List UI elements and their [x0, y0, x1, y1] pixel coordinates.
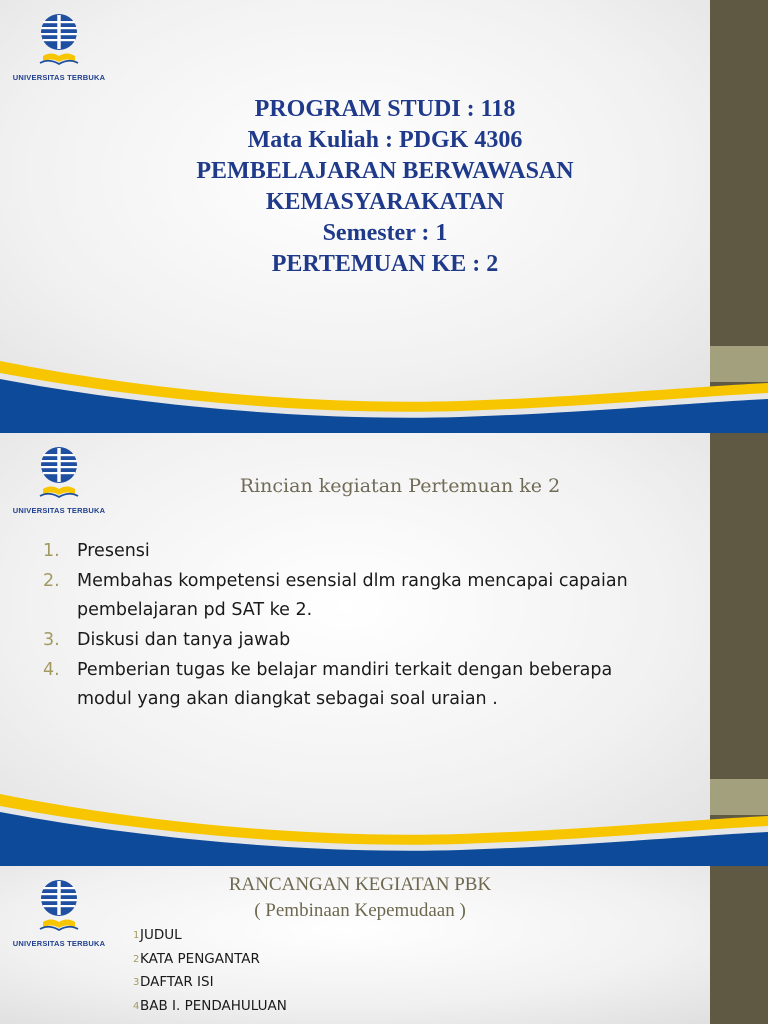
list-number: 4 [133, 1000, 140, 1012]
activity-list [40, 537, 650, 715]
university-name: UNIVERSITAS TERBUKA [12, 939, 106, 948]
university-emblem-icon [35, 878, 83, 936]
list-text: Presensi [77, 541, 150, 561]
university-emblem-icon [35, 12, 83, 70]
list-number: 4. [43, 660, 60, 680]
list-item [40, 656, 650, 714]
university-logo [9, 878, 109, 948]
course-title-block [130, 94, 640, 280]
course-name-line-1: PEMBELAJARAN BERWAWASAN [196, 158, 574, 184]
university-emblem-icon [35, 445, 83, 503]
list-item [40, 626, 650, 655]
list-text: DAFTAR ISI [140, 974, 214, 990]
list-item [133, 971, 287, 995]
slide-sidebar [710, 866, 768, 1024]
university-name: UNIVERSITAS TERBUKA [12, 73, 106, 82]
slide-wave-band [0, 343, 768, 433]
heading-line-2: ( Pembinaan Kepemudaan ) [254, 900, 466, 921]
slide-3 [0, 866, 768, 1024]
list-text: Membahas kompetensi esensial dlm rangka mencapai capaian pembelajaran pd SAT ke 2. [77, 571, 628, 620]
list-text: Diskusi dan tanya jawab [77, 630, 291, 650]
list-item [40, 567, 650, 625]
list-number: 3. [43, 630, 60, 650]
list-item [133, 995, 287, 1019]
list-number: 1 [133, 930, 140, 941]
slide-heading [150, 872, 570, 924]
list-item [40, 537, 650, 566]
slide-2 [0, 433, 768, 866]
university-logo [9, 12, 109, 82]
list-number: 2. [43, 571, 60, 591]
course-line: Mata Kuliah : PDGK 4306 [247, 127, 523, 153]
list-item [133, 948, 287, 972]
slide-heading: Rincian kegiatan Pertemuan ke 2 [239, 475, 561, 497]
outline-list [133, 924, 287, 1018]
semester-line: Semester : 1 [322, 220, 448, 246]
meeting-line: PERTEMUAN KE : 2 [271, 251, 499, 277]
list-number: 2 [133, 953, 140, 965]
list-number: 1. [43, 541, 60, 561]
list-text: BAB I. PENDAHULUAN [140, 997, 287, 1014]
list-item [133, 924, 287, 948]
course-name-line-2: KEMASYARAKATAN [265, 189, 505, 215]
slide-1 [0, 0, 768, 433]
university-logo [9, 445, 109, 515]
list-text: Pemberian tugas ke belajar mandiri terkait dengan beberapa modul yang akan diangkat sebagai soal uraian . [77, 660, 613, 709]
heading-line-1: RANCANGAN KEGIATAN PBK [228, 874, 492, 895]
slide-wave-band [0, 776, 768, 866]
list-text: KATA PENGANTAR [140, 950, 260, 967]
university-name: UNIVERSITAS TERBUKA [12, 506, 106, 515]
list-number: 3 [133, 977, 140, 988]
list-text: JUDUL [140, 927, 182, 943]
program-line: PROGRAM STUDI : 118 [254, 96, 516, 122]
